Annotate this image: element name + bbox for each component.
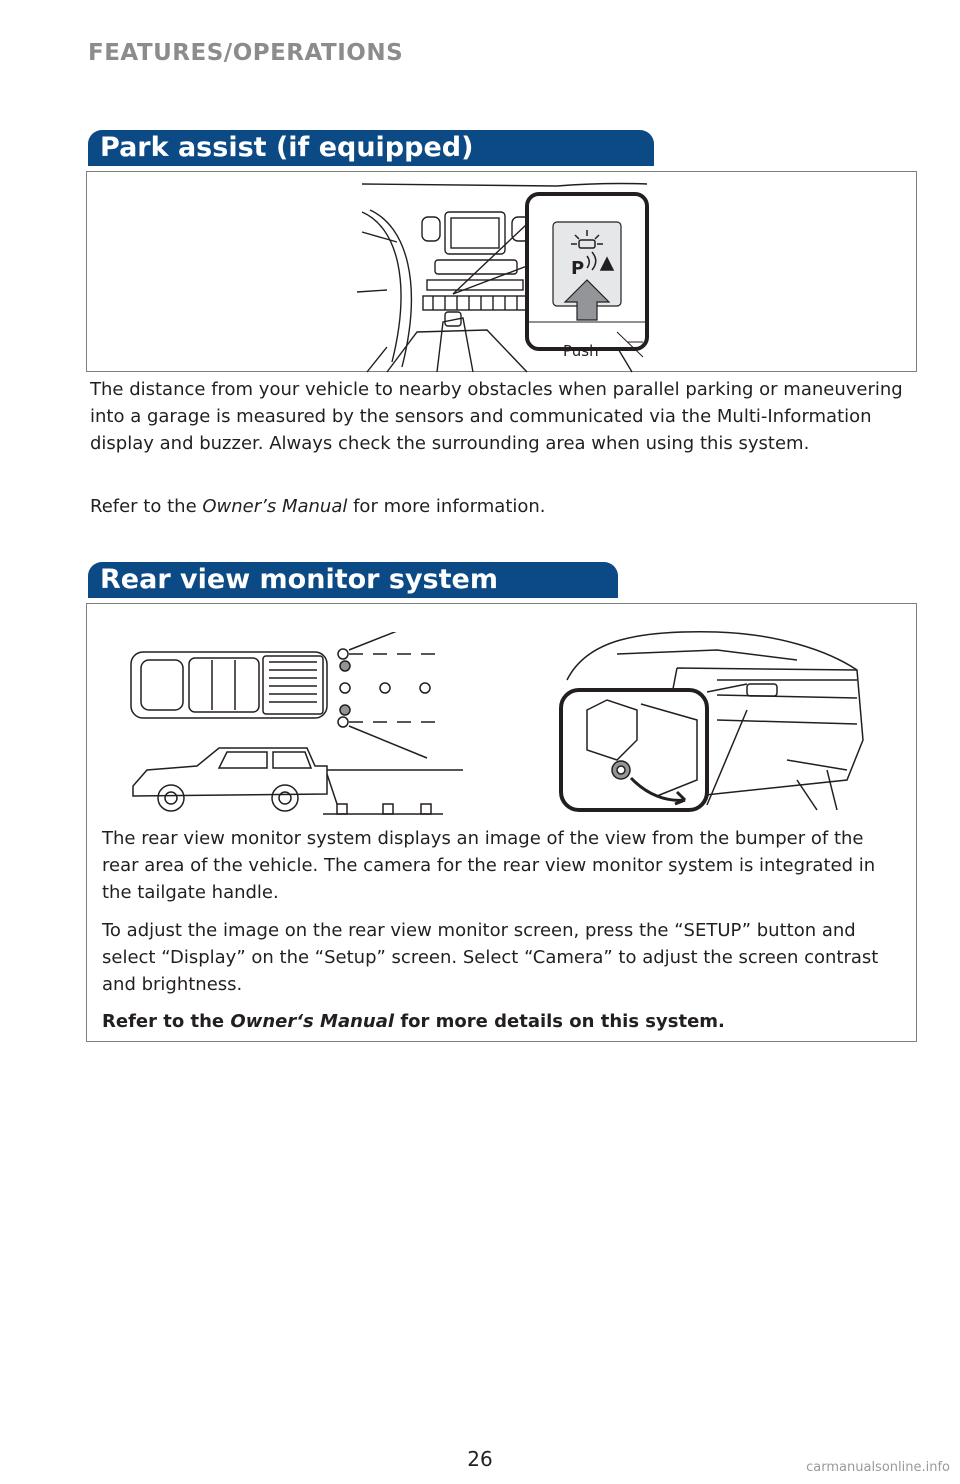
rear-view-box (86, 603, 917, 1042)
park-assist-figure (86, 171, 917, 372)
refer-suffix: for more information. (347, 496, 546, 517)
park-assist-description: The distance from your vehicle to nearby obstacles when parallel parking or maneuvering into a garage is measured by the sensors and communicated via the Multi-Information display and buzzer. Always check the surrounding area when using this system. (90, 379, 903, 454)
rear-view-description: The rear view monitor system displays an image of the view from the bumper of the rear area of the vehicle. The camera for the rear view monitor system is integrated in the tailgate handle. (102, 828, 876, 903)
owners-manual-title: Owner‘s Manual (230, 1011, 395, 1032)
park-assist-heading: Park assist (if equipped) (88, 130, 654, 166)
rear-view-heading: Rear view monitor system (88, 562, 618, 598)
owners-manual-title: Owner’s Manual (202, 496, 348, 517)
park-assist-reference (90, 493, 910, 520)
push-label: Push (563, 342, 599, 360)
svg-text:P: P (571, 258, 585, 279)
truck-side-view-illustration (127, 740, 467, 820)
section-label: FEATURES/OPERATIONS (88, 40, 404, 66)
refer-suffix: for more details on this system. (394, 1011, 725, 1032)
page-number: 26 (467, 1447, 493, 1471)
watermark: carmanualsonline.info (806, 1460, 950, 1475)
refer-prefix: Refer to the (102, 1011, 231, 1032)
dashboard-illustration (87, 172, 918, 373)
rear-view-reference (102, 1008, 902, 1035)
rear-view-adjust-instructions: To adjust the image on the rear view monitor screen, press the “SETUP” button and select “Display” on the “Setup” screen. Select “Camera” to adjust the screen contrast and brightness. (102, 920, 879, 995)
refer-prefix: Refer to the (90, 496, 203, 517)
rear-camera-illustration (557, 620, 877, 820)
